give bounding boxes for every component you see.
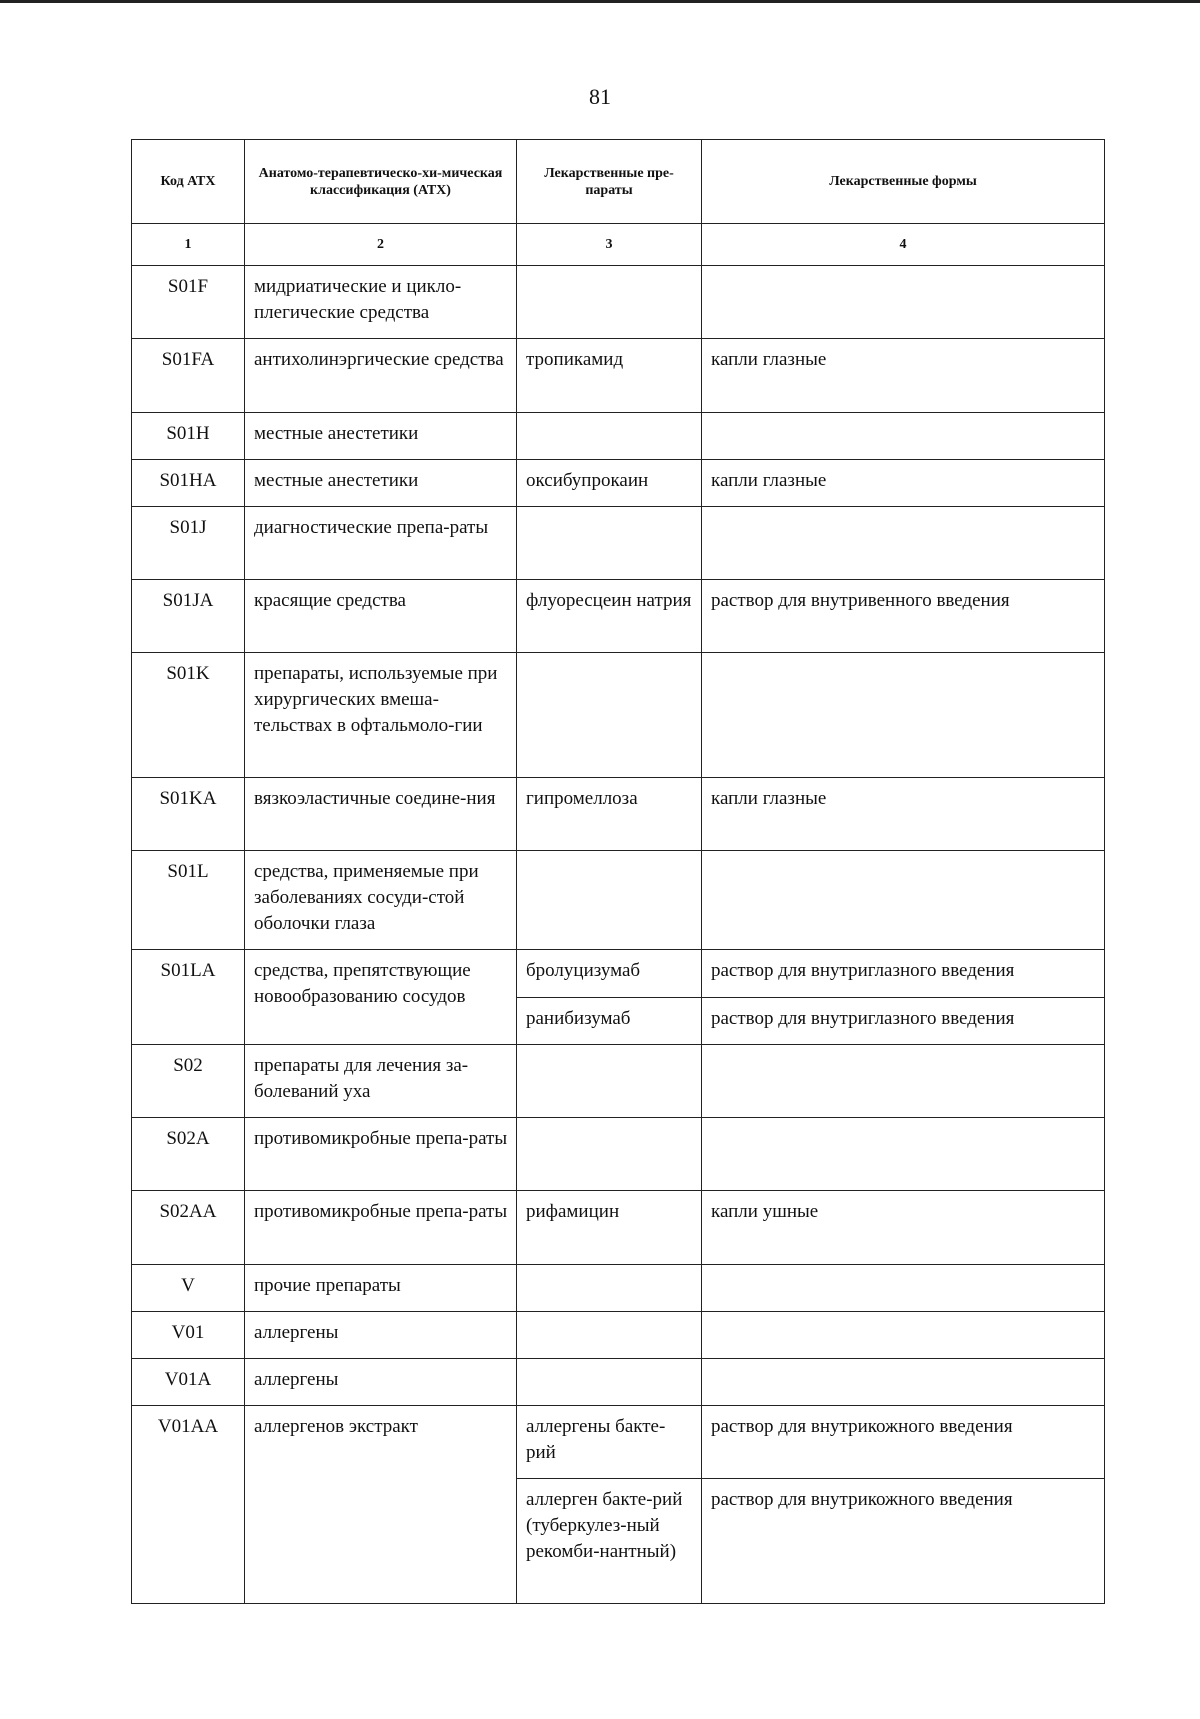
classification-cell: аллергены bbox=[245, 1312, 517, 1359]
table-row bbox=[132, 1191, 1105, 1265]
preparation-cell: рифамицин bbox=[517, 1191, 702, 1265]
header-preparations: Лекарственные пре-параты bbox=[517, 140, 702, 224]
preparation-cell bbox=[517, 507, 702, 580]
classification-cell: препараты, используемые при хирургических вмеша-тельствах в офтальмоло-гии bbox=[245, 653, 517, 778]
atc-code: S02AA bbox=[132, 1191, 245, 1265]
classification-cell: красящие средства bbox=[245, 580, 517, 653]
header-code: Код АТХ bbox=[132, 140, 245, 224]
atc-code: S01KA bbox=[132, 778, 245, 851]
form-cell bbox=[702, 1359, 1105, 1406]
table-row bbox=[132, 851, 1105, 950]
table-row bbox=[132, 950, 1105, 998]
atc-code: S01H bbox=[132, 413, 245, 460]
header-forms: Лекарственные формы bbox=[702, 140, 1105, 224]
preparation-cell: ранибизумаб bbox=[517, 998, 702, 1045]
table-row bbox=[132, 1406, 1105, 1479]
table-row bbox=[132, 413, 1105, 460]
preparation-cell: аллергены бакте-рий bbox=[517, 1406, 702, 1479]
preparation-cell bbox=[517, 1312, 702, 1359]
table-row bbox=[132, 1312, 1105, 1359]
classification-cell: местные анестетики bbox=[245, 460, 517, 507]
preparation-cell: оксибупрокаин bbox=[517, 460, 702, 507]
table-row bbox=[132, 1118, 1105, 1191]
classification-cell: антихолинэргические средства bbox=[245, 339, 517, 413]
preparation-cell bbox=[517, 266, 702, 339]
atc-code: V01A bbox=[132, 1359, 245, 1406]
atc-code: S01FA bbox=[132, 339, 245, 413]
preparation-cell: флуоресцеин натрия bbox=[517, 580, 702, 653]
column-number-row bbox=[132, 224, 1105, 266]
form-cell bbox=[702, 266, 1105, 339]
page-number: 81 bbox=[589, 84, 611, 109]
form-cell: раствор для внутривенного введения bbox=[702, 580, 1105, 653]
preparation-cell: бролуцизумаб bbox=[517, 950, 702, 998]
atc-table bbox=[131, 139, 1105, 1604]
classification-cell: мидриатические и цикло-плегические средства bbox=[245, 266, 517, 339]
preparation-cell bbox=[517, 1045, 702, 1118]
form-cell bbox=[702, 1118, 1105, 1191]
column-number: 2 bbox=[245, 224, 517, 266]
classification-cell: аллергенов экстракт bbox=[245, 1406, 517, 1604]
atc-code: S01HA bbox=[132, 460, 245, 507]
header-classification: Анатомо-терапевтическо-хи-мическая классификация (АТХ) bbox=[245, 140, 517, 224]
classification-cell: противомикробные препа-раты bbox=[245, 1118, 517, 1191]
table-row bbox=[132, 339, 1105, 413]
form-cell: капли глазные bbox=[702, 778, 1105, 851]
classification-cell: препараты для лечения за-болеваний уха bbox=[245, 1045, 517, 1118]
atc-code: V01AA bbox=[132, 1406, 245, 1604]
form-cell: раствор для внутриглазного введения bbox=[702, 998, 1105, 1045]
table-row bbox=[132, 507, 1105, 580]
header-row bbox=[132, 140, 1105, 224]
classification-cell: противомикробные препа-раты bbox=[245, 1191, 517, 1265]
table-row bbox=[132, 580, 1105, 653]
atc-code: S01JA bbox=[132, 580, 245, 653]
form-cell bbox=[702, 1312, 1105, 1359]
form-cell bbox=[702, 851, 1105, 950]
atc-code: S01F bbox=[132, 266, 245, 339]
form-cell: капли глазные bbox=[702, 339, 1105, 413]
form-cell bbox=[702, 653, 1105, 778]
preparation-cell bbox=[517, 1118, 702, 1191]
atc-code: S01L bbox=[132, 851, 245, 950]
classification-cell: вязкоэластичные соедине-ния bbox=[245, 778, 517, 851]
form-cell: раствор для внутриглазного введения bbox=[702, 950, 1105, 998]
table-row bbox=[132, 1265, 1105, 1312]
preparation-cell: гипромеллоза bbox=[517, 778, 702, 851]
atc-code: S02A bbox=[132, 1118, 245, 1191]
column-number: 3 bbox=[517, 224, 702, 266]
classification-cell: прочие препараты bbox=[245, 1265, 517, 1312]
form-cell: капли ушные bbox=[702, 1191, 1105, 1265]
table-row bbox=[132, 460, 1105, 507]
column-number: 4 bbox=[702, 224, 1105, 266]
page-top-edge bbox=[0, 0, 1200, 3]
form-cell bbox=[702, 413, 1105, 460]
table-row bbox=[132, 653, 1105, 778]
preparation-cell: тропикамид bbox=[517, 339, 702, 413]
classification-cell: средства, применяемые при заболеваниях сосуди-стой оболочки глаза bbox=[245, 851, 517, 950]
table-row bbox=[132, 1045, 1105, 1118]
preparation-cell: аллерген бакте-рий (туберкулез-ный рекомби-нантный) bbox=[517, 1479, 702, 1604]
preparation-cell bbox=[517, 413, 702, 460]
table-row bbox=[132, 778, 1105, 851]
form-cell: раствор для внутрикожного введения bbox=[702, 1479, 1105, 1604]
atc-code: S01LA bbox=[132, 950, 245, 1045]
form-cell: раствор для внутрикожного введения bbox=[702, 1406, 1105, 1479]
classification-cell: диагностические препа-раты bbox=[245, 507, 517, 580]
classification-cell: средства, препятствующие новообразованию сосудов bbox=[245, 950, 517, 1045]
table-row bbox=[132, 1359, 1105, 1406]
atc-code: V bbox=[132, 1265, 245, 1312]
table-row bbox=[132, 266, 1105, 339]
classification-cell: аллергены bbox=[245, 1359, 517, 1406]
atc-code: S01K bbox=[132, 653, 245, 778]
form-cell bbox=[702, 1265, 1105, 1312]
form-cell bbox=[702, 507, 1105, 580]
atc-code: S01J bbox=[132, 507, 245, 580]
atc-code: S02 bbox=[132, 1045, 245, 1118]
preparation-cell bbox=[517, 851, 702, 950]
preparation-cell bbox=[517, 1359, 702, 1406]
classification-cell: местные анестетики bbox=[245, 413, 517, 460]
form-cell: капли глазные bbox=[702, 460, 1105, 507]
form-cell bbox=[702, 1045, 1105, 1118]
preparation-cell bbox=[517, 1265, 702, 1312]
column-number: 1 bbox=[132, 224, 245, 266]
atc-code: V01 bbox=[132, 1312, 245, 1359]
preparation-cell bbox=[517, 653, 702, 778]
